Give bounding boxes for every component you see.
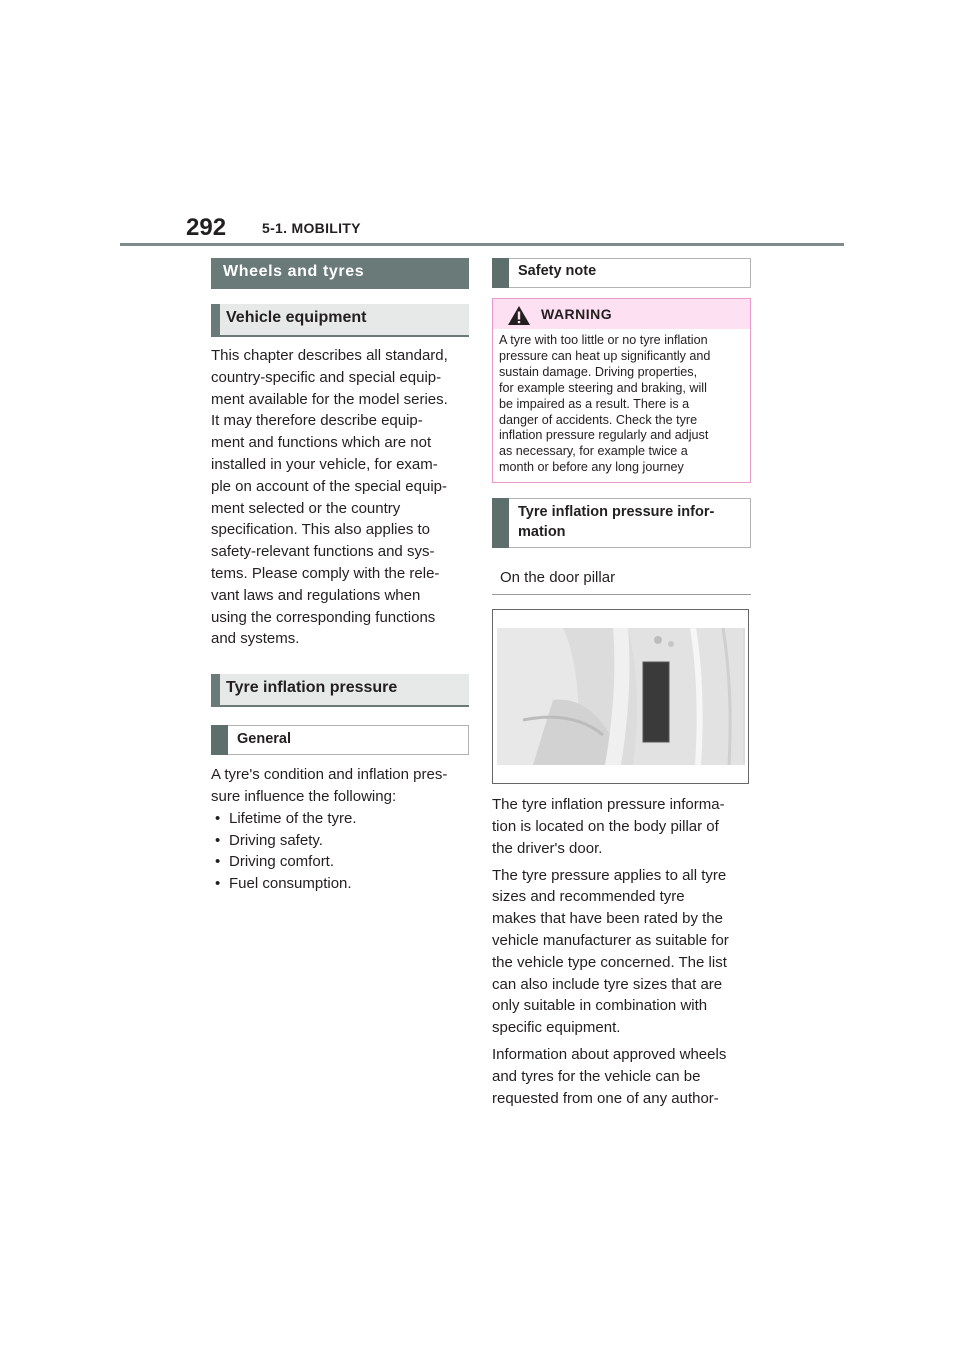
text-line: for example steering and braking, will: [499, 380, 707, 395]
text-line: vehicle manufacturer as suitable for: [492, 931, 729, 949]
list-item: • Driving safety.: [211, 830, 469, 852]
text-line: It may therefore describe equip-: [211, 412, 423, 430]
text-line: Information about approved wheels: [492, 1045, 727, 1063]
text-line: and tyres for the vehicle can be: [492, 1067, 701, 1085]
list-item: • Lifetime of the tyre.: [211, 808, 469, 830]
text-line: can also include tyre sizes that are: [492, 975, 723, 993]
text-line: inflation pressure regularly and adjust: [499, 428, 709, 443]
location-paragraph: [492, 794, 751, 859]
warning-triangle-icon: [507, 305, 531, 326]
text-line: tion is located on the body pillar of: [492, 817, 719, 835]
text-line: safety-relevant functions and sys-: [211, 543, 435, 561]
text-line: requested from one of any author-: [492, 1089, 719, 1107]
general-subheading: General: [211, 725, 469, 755]
page-number: 292: [186, 214, 227, 241]
text-line: ment and functions which are not: [211, 434, 432, 452]
text-line: The tyre pressure applies to all tyre: [492, 866, 727, 884]
door-pillar-image: [492, 609, 749, 784]
heading-line: Tyre inflation pressure infor-: [518, 504, 715, 521]
list-item: • Fuel consumption.: [211, 873, 469, 895]
text-line: A tyre's condition and inflation pres-: [211, 766, 448, 784]
influence-list: [211, 808, 469, 895]
text-line: specification. This also applies to: [211, 521, 431, 539]
text-line: installed in your vehicle, for exam-: [211, 455, 438, 473]
text-line: the driver's door.: [492, 839, 603, 857]
text-line: ment available for the model series.: [211, 390, 448, 408]
door-pillar-label: On the door pillar: [492, 565, 751, 595]
text-line: sure influence the following:: [211, 787, 397, 805]
text-line: danger of accidents. Check the tyre: [499, 412, 698, 427]
warning-text: [493, 329, 750, 482]
text-line: A tyre with too little or no tyre inflation: [499, 333, 708, 347]
text-line: month or before any long journey: [499, 460, 684, 475]
heading-line: mation: [518, 524, 566, 541]
text-line: sustain damage. Driving properties,: [499, 364, 698, 379]
header-rule: [120, 243, 844, 246]
chapter-title: 5-1. MOBILITY: [262, 220, 361, 236]
text-line: pressure can heat up significantly and: [499, 348, 711, 363]
warning-title: WARNING: [541, 306, 613, 322]
approved-wheels-paragraph: [492, 1044, 751, 1109]
text-line: be impaired as a result. There is a: [499, 396, 690, 411]
vehicle-equipment-heading: Vehicle equipment: [211, 304, 469, 337]
section-title: Wheels and tyres: [211, 258, 469, 289]
text-line: ment selected or the country: [211, 499, 401, 517]
text-line: tems. Please comply with the rele-: [211, 564, 440, 582]
warning-header: [493, 299, 750, 329]
tyre-pressure-heading: Tyre inflation pressure: [211, 674, 469, 707]
text-line: This chapter describes all standard,: [211, 347, 448, 364]
list-item: • Driving comfort.: [211, 851, 469, 873]
text-line: using the corresponding functions: [211, 608, 436, 626]
text-line: ple on account of the special equip-: [211, 477, 447, 495]
door-pillar-illustration: [493, 610, 748, 783]
text-line: only suitable in combination with: [492, 997, 708, 1015]
safety-note-heading: Safety note: [492, 258, 751, 288]
applies-paragraph: [492, 865, 751, 1039]
tyre-pressure-intro: [211, 764, 469, 808]
vehicle-equipment-text: [211, 345, 469, 650]
text-line: and systems.: [211, 630, 300, 648]
text-line: country-specific and special equip-: [211, 368, 442, 386]
text-line: as necessary, for example twice a: [499, 444, 688, 459]
text-line: sizes and recommended tyre: [492, 888, 685, 906]
text-line: The tyre inflation pressure informa-: [492, 796, 725, 814]
left-column: [211, 258, 469, 895]
text-line: the vehicle type concerned. The list: [492, 953, 727, 971]
warning-box: [492, 298, 751, 483]
pressure-info-heading: [492, 498, 751, 548]
right-column: [492, 258, 751, 1109]
text-line: vant laws and regulations when: [211, 586, 421, 604]
text-line: makes that have been rated by the: [492, 910, 723, 928]
text-line: specific equipment.: [492, 1019, 621, 1037]
